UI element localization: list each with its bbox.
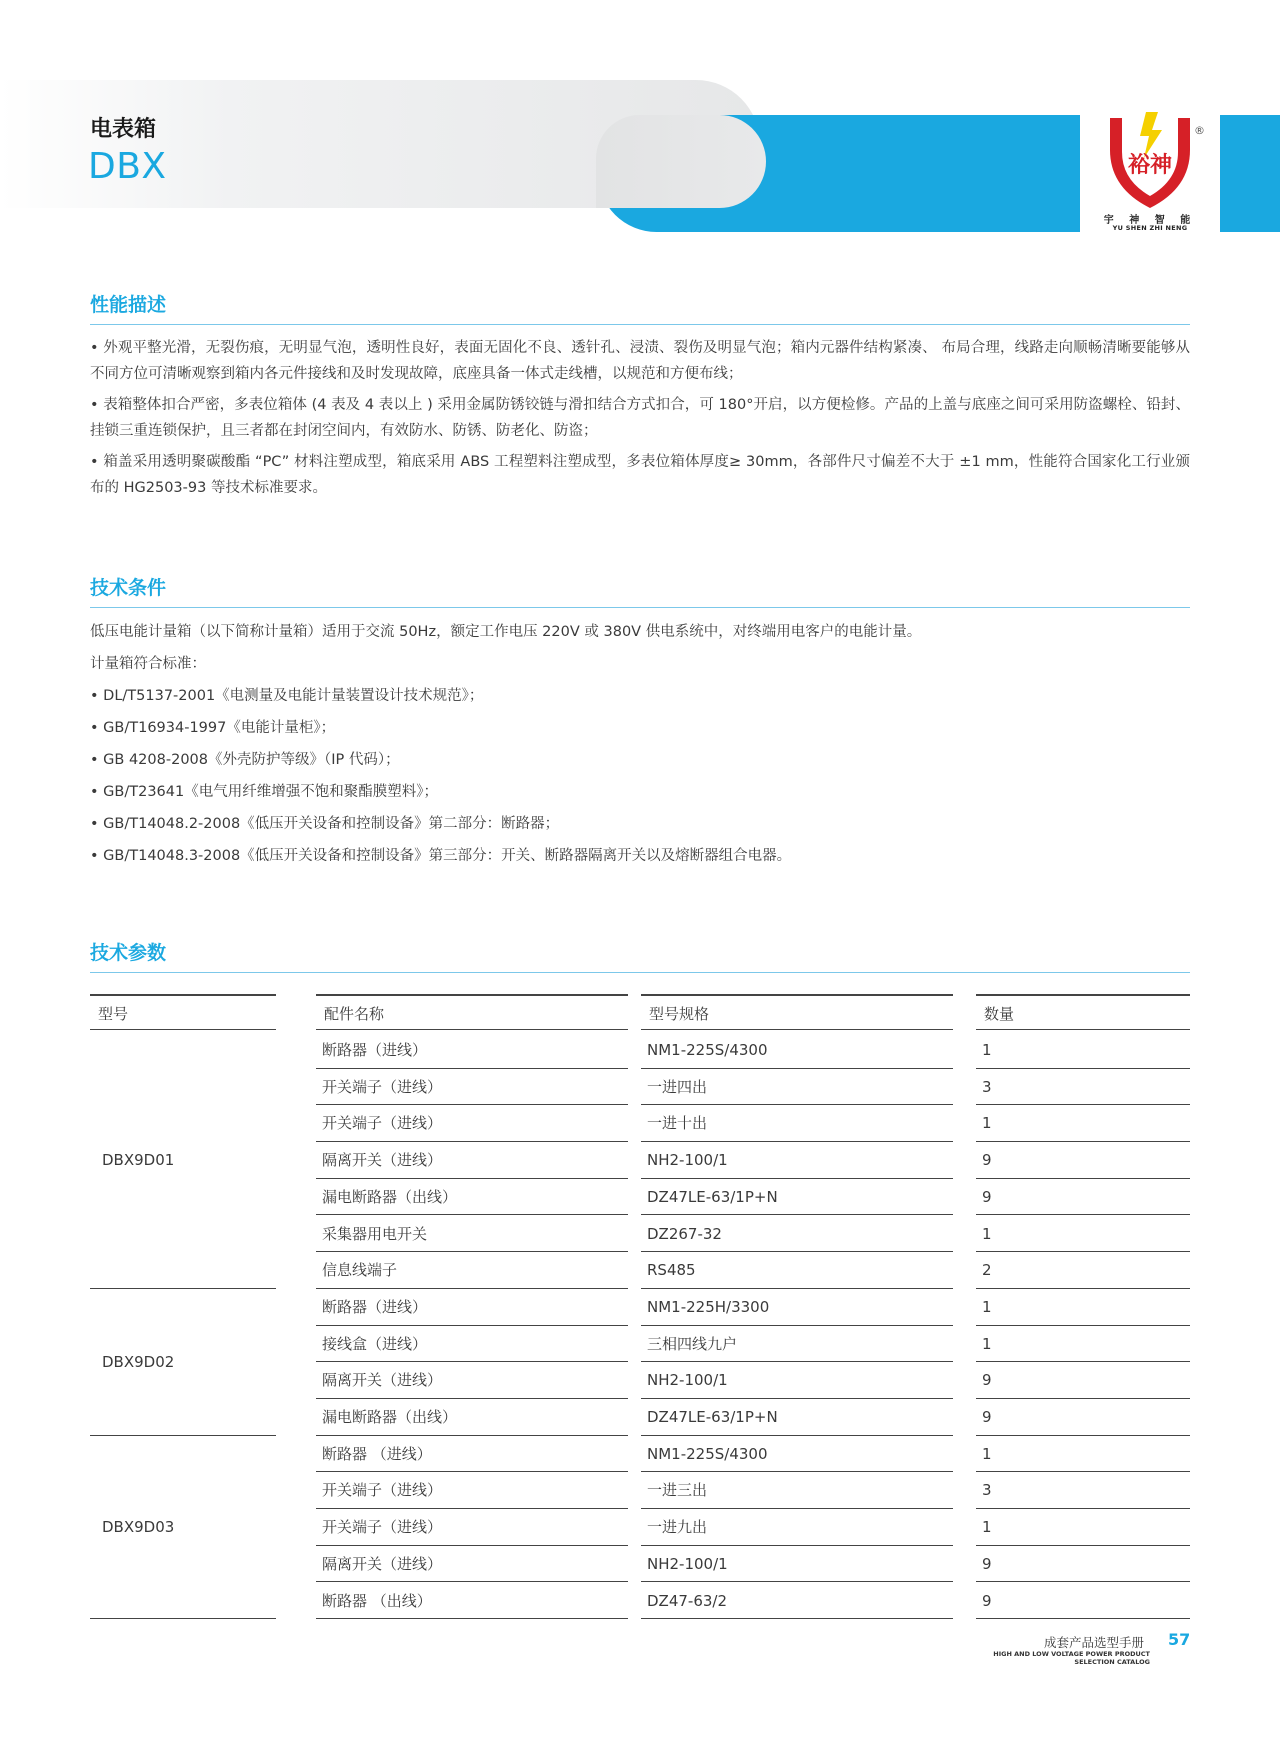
cell-qty: 9 <box>976 1583 1190 1620</box>
cell-part-name: 漏电断路器（出线） <box>316 1399 628 1436</box>
page-title-cn: 电表箱 <box>90 117 157 142</box>
cell-part-name: 隔离开关（进线） <box>316 1142 628 1179</box>
section-title-params: 技术参数 <box>90 942 167 964</box>
shield-icon <box>1100 110 1200 210</box>
cell-part-name: 断路器 （进线） <box>316 1436 628 1473</box>
cell-model: DBX9D03 <box>90 1436 276 1620</box>
cell-qty: 2 <box>976 1252 1190 1289</box>
cell-qty: 9 <box>976 1142 1190 1179</box>
cell-part-name: 信息线端子 <box>316 1252 628 1289</box>
cell-qty: 1 <box>976 1436 1190 1473</box>
registered-mark: ® <box>1194 124 1205 137</box>
footer-catalog-en <box>980 1650 1150 1666</box>
col-header-model: 型号 <box>90 994 276 1030</box>
footer-catalog-cn: 成套产品选型手册 <box>1044 1635 1145 1650</box>
cell-part-name: 开关端子（进线） <box>316 1069 628 1106</box>
cell-qty: 3 <box>976 1069 1190 1106</box>
section-divider <box>90 607 1190 608</box>
col-header-qty: 数量 <box>976 994 1190 1030</box>
cell-spec: 一进三出 <box>641 1472 953 1509</box>
footer-catalog-en-line1: HIGH AND LOW VOLTAGE POWER PRODUCT <box>993 1650 1150 1658</box>
cell-spec: NM1-225S/4300 <box>641 1436 953 1473</box>
section-divider <box>90 972 1190 973</box>
standard-item: • GB/T16934-1997《电能计量柜》； <box>90 720 336 736</box>
page-number: 57 <box>1168 1630 1191 1649</box>
cell-qty: 9 <box>976 1362 1190 1399</box>
page-title-en: DBX <box>88 146 167 187</box>
standard-item: • GB 4208-2008《外壳防护等级》（IP 代码）； <box>90 752 400 768</box>
cell-qty: 1 <box>976 1216 1190 1253</box>
standard-item: • GB/T23641《电气用纤维增强不饱和聚酯膜塑料》； <box>90 784 438 800</box>
cell-part-name: 开关端子（进线） <box>316 1509 628 1546</box>
cell-spec: DZ47LE-63/1P+N <box>641 1179 953 1216</box>
cell-part-name: 隔离开关（进线） <box>316 1362 628 1399</box>
cell-spec: NM1-225S/4300 <box>641 1032 953 1069</box>
conditions-intro: 低压电能计量箱（以下简称计量箱）适用于交流 50Hz，额定工作电压 220V 或 380V 供电系统中，对终端用电客户的电能计量。 <box>90 624 922 640</box>
cell-part-name: 隔离开关（进线） <box>316 1546 628 1583</box>
cell-part-name: 开关端子（进线） <box>316 1105 628 1142</box>
cell-spec: DZ267-32 <box>641 1216 953 1253</box>
cell-spec: DZ47LE-63/1P+N <box>641 1399 953 1436</box>
cell-part-name: 采集器用电开关 <box>316 1216 628 1253</box>
cell-spec: NH2-100/1 <box>641 1546 953 1583</box>
performance-item: • 箱盖采用透明聚碳酸酯 “PC” 材料注塑成型，箱底采用 ABS 工程塑料注塑成型，多表位箱体厚度≥ 30mm，各部件尺寸偏差不大于 ±1 mm，性能符合国家化工行业颁布的 HG2503-93 等技术标准要求。 <box>90 454 1190 496</box>
cell-part-name: 断路器 （出线） <box>316 1583 628 1620</box>
cell-model: DBX9D02 <box>90 1289 276 1436</box>
standard-item: • GB/T14048.2-2008《低压开关设备和控制设备》第二部分：断路器； <box>90 816 560 832</box>
section-divider <box>90 324 1190 325</box>
col-header-spec: 型号规格 <box>641 994 953 1030</box>
standards-label: 计量箱符合标准： <box>90 656 206 672</box>
cell-spec: NH2-100/1 <box>641 1362 953 1399</box>
cell-part-name: 开关端子（进线） <box>316 1472 628 1509</box>
section-title-conditions: 技术条件 <box>90 577 167 599</box>
brand-name-en: YU SHEN ZHI NENG <box>1112 224 1188 232</box>
col-header-part: 配件名称 <box>316 994 628 1030</box>
cell-spec: 一进九出 <box>641 1509 953 1546</box>
standard-item: • GB/T14048.3-2008《低压开关设备和控制设备》第三部分：开关、断路器隔离开关以及熔断器组合电器。 <box>90 848 792 864</box>
header-banner-blue-end <box>1220 115 1280 232</box>
section-title-performance: 性能描述 <box>90 294 167 316</box>
cell-qty: 9 <box>976 1179 1190 1216</box>
cell-part-name: 漏电断路器（出线） <box>316 1179 628 1216</box>
cell-qty: 1 <box>976 1105 1190 1142</box>
logo-glyphs: 裕神 <box>1127 152 1173 178</box>
performance-item: • 外观平整光滑，无裂伤痕，无明显气泡，透明性良好，表面无固化不良、透针孔、浸渍、裂伤及明显气泡；箱内元器件结构紧凑、 布局合理，线路走向顺畅清晰要能够从不同方位可清晰观察到箱内各元件接线和及时发现故障，底座具备一体式走线槽，以规范和方便布线； <box>90 340 1190 382</box>
cell-part-name: 断路器（进线） <box>316 1032 628 1069</box>
cell-qty: 1 <box>976 1326 1190 1363</box>
cell-qty: 1 <box>976 1509 1190 1546</box>
cell-spec: 三相四线九户 <box>641 1326 953 1363</box>
cell-qty: 9 <box>976 1399 1190 1436</box>
cell-qty: 1 <box>976 1289 1190 1326</box>
cell-spec: RS485 <box>641 1252 953 1289</box>
cell-spec: 一进四出 <box>641 1069 953 1106</box>
cell-qty: 9 <box>976 1546 1190 1583</box>
standard-item: • DL/T5137-2001《电测量及电能计量装置设计技术规范》； <box>90 688 484 704</box>
cell-spec: DZ47-63/2 <box>641 1583 953 1620</box>
performance-item: • 表箱整体扣合严密，多表位箱体 (4 表及 4 表以上 ) 采用金属防锈铰链与滑扣结合方式扣合，可 180°开启，以方便检修。产品的上盖与底座之间可采用防盗螺栓、铅封、挂锁三重连锁保护，且三者都在封闭空间内，有效防水、防锈、防老化、防盗； <box>90 397 1190 439</box>
footer-catalog-en-line2: SELECTION CATALOG <box>1074 1658 1150 1666</box>
cell-spec: 一进十出 <box>641 1105 953 1142</box>
brand-name-cn: 宇 神 智 能 <box>1103 215 1197 226</box>
cell-qty: 3 <box>976 1472 1190 1509</box>
cell-part-name: 断路器（进线） <box>316 1289 628 1326</box>
cell-spec: NH2-100/1 <box>641 1142 953 1179</box>
cell-qty: 1 <box>976 1032 1190 1069</box>
header-banner-gray-cap <box>596 115 766 208</box>
cell-model: DBX9D01 <box>90 1032 276 1289</box>
cell-spec: NM1-225H/3300 <box>641 1289 953 1326</box>
cell-part-name: 接线盒（进线） <box>316 1326 628 1363</box>
